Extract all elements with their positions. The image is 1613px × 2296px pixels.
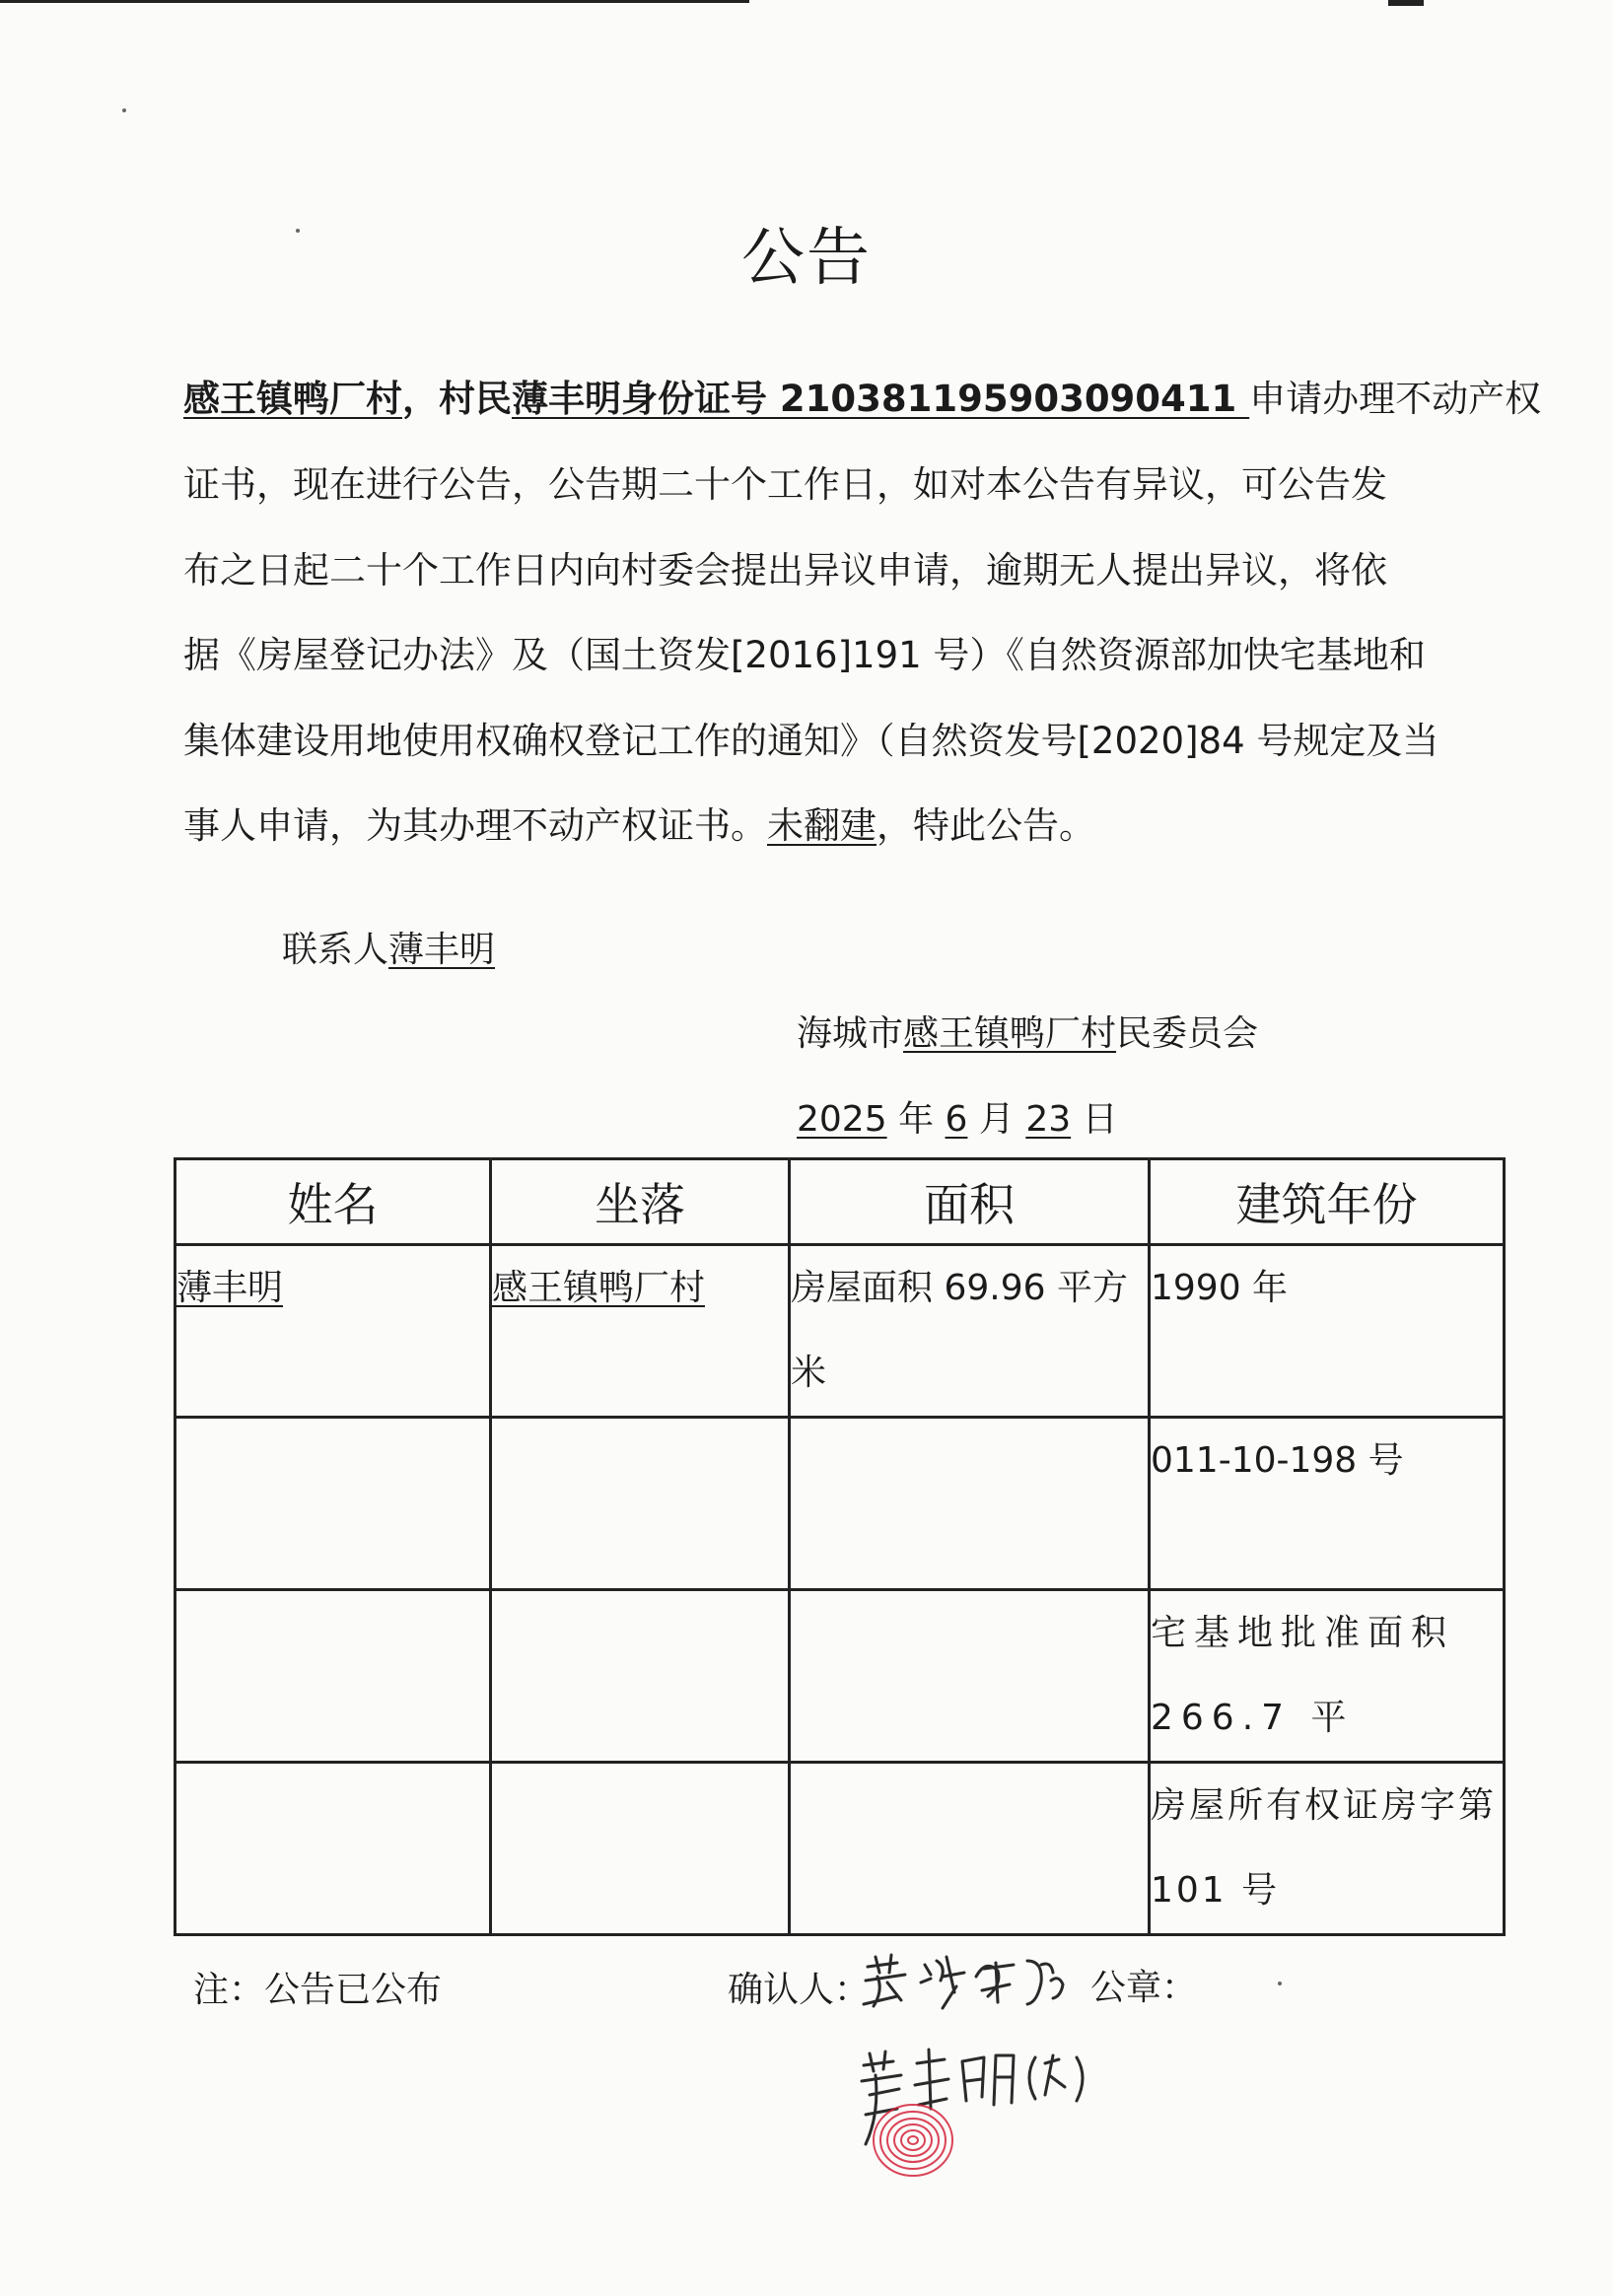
cell-name — [175, 1763, 491, 1935]
seal-label: 公章： — [1090, 1968, 1198, 2008]
scan-speck — [1278, 1982, 1282, 1985]
day-unit: 日 — [1071, 1099, 1118, 1140]
cell-year: 011-10-198 号 — [1150, 1418, 1505, 1590]
property-table — [174, 1157, 1506, 1936]
org-suffix: 民委员会 — [1116, 1013, 1259, 1054]
cell-location — [491, 1763, 790, 1935]
cell-name — [175, 1245, 491, 1418]
cell-name — [175, 1590, 491, 1763]
paragraph-line-2: 证书，现在进行公告，公告期二十个工作日，如对本公告有异议，可公告发 — [183, 463, 1387, 506]
handwritten-signature — [848, 1947, 1173, 2203]
org-village: 感王镇鸭厂村 — [903, 1013, 1117, 1054]
month-unit: 月 — [967, 1099, 1026, 1140]
cell-name — [175, 1418, 491, 1590]
confirmer-label: 确认人： — [728, 1970, 871, 2010]
header-area: 面积 — [790, 1159, 1150, 1245]
scan-edge-bar — [0, 0, 749, 3]
scan-speck — [122, 108, 126, 112]
line1-tail: 申请办理不动产权 — [1249, 378, 1542, 420]
date-year: 2025 — [797, 1099, 887, 1140]
date-day: 23 — [1025, 1099, 1072, 1140]
org-prefix: 海城市 — [797, 1013, 904, 1054]
cell-area: 房屋面积 69.96 平方米 — [790, 1245, 1150, 1418]
document-title: 公告 — [741, 222, 872, 295]
header-location: 坐落 — [491, 1159, 790, 1245]
paragraph-line-5: 集体建设用地使用权确权登记工作的通知》（自然资发号[2020]84 号规定及当 — [183, 720, 1439, 762]
paragraph-line-6 — [183, 801, 1095, 851]
cell-area — [790, 1418, 1150, 1590]
paragraph-line-4: 据《房屋登记办法》及（国土资发[2016]191 号）《自然资源部加快宅基地和 — [183, 634, 1426, 676]
date-month: 6 — [945, 1099, 968, 1140]
cell-area — [790, 1763, 1150, 1935]
rebuild-status: 未翻建 — [767, 804, 877, 847]
village-name: 感王镇鸭厂村 — [183, 378, 402, 420]
issuing-org — [797, 1006, 1258, 1056]
paragraph-line-3: 布之日起二十个工作日内向村委会提出异议申请，逾期无人提出异议，将依 — [183, 549, 1387, 591]
cell-year: 1990 年 — [1150, 1245, 1505, 1418]
owner-name: 薄丰明 — [176, 1268, 284, 1308]
villager-name-id: 薄丰明身份证号 210381195903090411 — [512, 378, 1250, 420]
header-name: 姓名 — [175, 1159, 491, 1245]
owner-location: 感王镇鸭厂村 — [492, 1268, 706, 1308]
table-row — [175, 1418, 1505, 1590]
cell-year: 宅基地批准面积 266.7 平 — [1150, 1590, 1505, 1763]
line6-tail: ，特此公告。 — [877, 804, 1095, 847]
line6-head: 事人申请，为其办理不动产权证书。 — [183, 804, 767, 847]
table-row — [175, 1245, 1505, 1418]
villager-prefix: 村民 — [439, 378, 512, 420]
footer-note: 注：公告已公布 — [193, 1970, 443, 2010]
cell-year: 房屋所有权证房字第 101 号 — [1150, 1763, 1505, 1935]
table-header-row — [175, 1159, 1505, 1245]
cell-area — [790, 1590, 1150, 1763]
issue-date — [797, 1091, 1118, 1142]
contact-label: 联系人 — [282, 930, 389, 970]
scan-edge-mark — [1388, 0, 1424, 6]
table-row — [175, 1763, 1505, 1935]
cell-location — [491, 1590, 790, 1763]
paragraph-line-1 — [183, 375, 1541, 424]
header-year: 建筑年份 — [1150, 1159, 1505, 1245]
contact-line — [282, 922, 495, 972]
year-unit: 年 — [886, 1099, 946, 1140]
cell-location — [491, 1418, 790, 1590]
cell-location — [491, 1245, 790, 1418]
table-row — [175, 1590, 1505, 1763]
separator: ， — [402, 378, 439, 420]
contact-name: 薄丰明 — [388, 930, 496, 970]
